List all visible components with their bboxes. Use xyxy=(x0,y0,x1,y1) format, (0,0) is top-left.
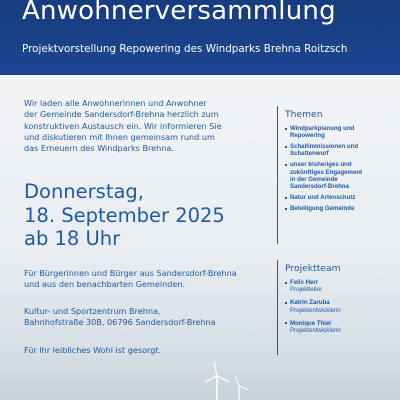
team-member xyxy=(285,279,381,293)
intro-text xyxy=(24,98,264,154)
event-date xyxy=(24,180,225,251)
audience-text xyxy=(24,268,274,291)
intro-line: Wir laden alle Anwohnerinnen und Anwohner xyxy=(24,98,207,108)
theme-line: zukünftiges Engagement xyxy=(290,168,363,176)
page-subtitle: Projektvorstellung Repowering des Windparks Brehna Roitzsch xyxy=(22,43,348,55)
member-name: Monique Thiel xyxy=(290,319,331,327)
theme-item xyxy=(285,205,381,212)
member-name: Katrin Zaruba xyxy=(290,299,330,307)
intro-line: und diskutieren mit Ihnen gemeinsam rund um xyxy=(24,131,215,142)
theme-line: Repowering xyxy=(290,132,325,140)
audience-line: Für Bürgerinnen und Bürger aus Sandersdorf-Brehna xyxy=(24,268,237,278)
member-role: Projektentwicklerin xyxy=(290,306,341,314)
theme-line: Natur und Artenschutz xyxy=(290,194,356,202)
venue-line: Kultur- und Sportzentrum Brehna, xyxy=(24,306,161,316)
theme-line: Windparkplanung und xyxy=(290,125,355,132)
date-weekday: Donnerstag, xyxy=(24,180,145,203)
venue-text xyxy=(24,306,274,329)
audience-line: und aus den benachbarten Gemeinden. xyxy=(24,279,186,290)
theme-line: in der Gemeinde xyxy=(290,175,338,183)
theme-line: Schattenwurf xyxy=(290,150,329,158)
intro-line: das Erneuern des Windparks Brehna. xyxy=(24,143,174,154)
date-day: 18. September 2025 xyxy=(24,203,225,227)
themen-box xyxy=(277,106,381,244)
theme-line: Schallimmissionen und xyxy=(290,143,359,151)
venue-line: Bahnhofstraße 30B, 06796 Sandersdorf-Brehna xyxy=(24,317,216,328)
intro-line: konstruktiven Austausch ein. Wir informieren Sie xyxy=(24,120,222,131)
intro-line: der Gemeinde Sandersdorf-Brehna herzlich zum xyxy=(24,109,219,120)
date-time: ab 18 Uhr xyxy=(24,227,121,250)
team-member xyxy=(285,299,381,313)
theme-item xyxy=(285,143,381,157)
themen-title: Themen xyxy=(285,109,323,120)
theme-item xyxy=(285,194,381,201)
wind-turbine-icon xyxy=(195,362,255,400)
theme-item xyxy=(285,161,381,190)
theme-item xyxy=(285,125,381,139)
page-title: Anwohnerversammlung xyxy=(22,0,336,26)
member-role: Projektleiter xyxy=(290,286,323,294)
header-banner xyxy=(0,0,400,75)
theme-line: Sandersdorf-Brehna xyxy=(290,183,349,191)
theme-line: unser bisheriges und xyxy=(290,161,352,169)
theme-line: Beteiligung Gemeinde xyxy=(290,205,355,213)
projektteam-box xyxy=(277,260,381,355)
team-member xyxy=(285,320,381,334)
catering-text: Für Ihr leibliches Wohl ist gesorgt. xyxy=(24,345,162,355)
projektteam-title: Projektteam xyxy=(285,263,341,274)
member-role: Projektentwicklerin xyxy=(290,327,341,335)
member-name: Felix Herr xyxy=(290,279,319,286)
